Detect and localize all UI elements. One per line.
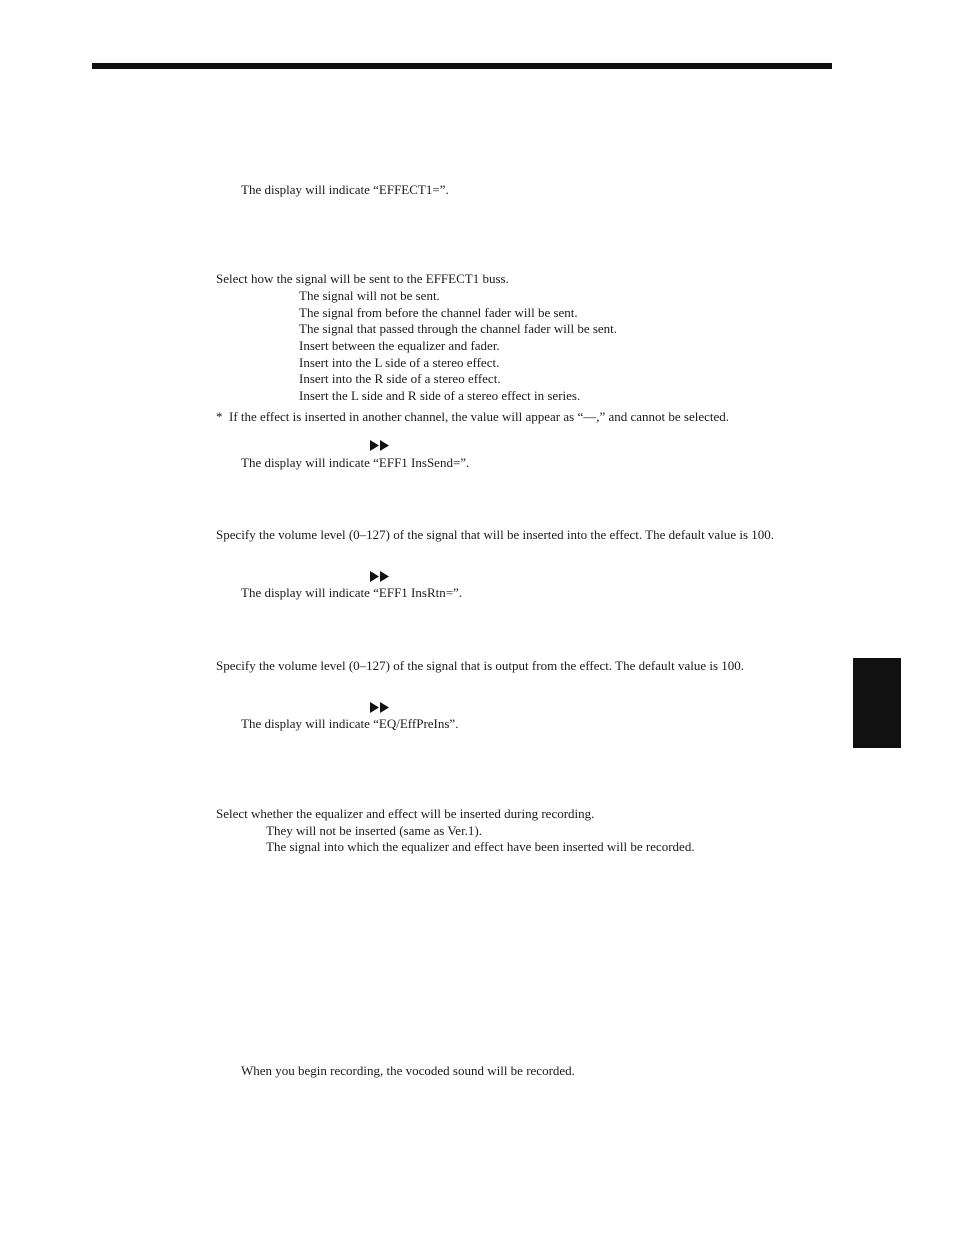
eqpre-intro: Select whether the equalizer and effect will be inserted during recording. <box>216 806 595 821</box>
vocoder-record-note: When you begin recording, the vocoded sound will be recorded. <box>241 1063 575 1078</box>
inssend-description: Specify the volume level (0–127) of the signal that will be inserted into the effect. The default value is 100. <box>216 527 775 542</box>
eqpre-option-off: They will not be inserted (same as Ver.1). <box>266 823 483 838</box>
note-text: If the effect is inserted in another channel, the value will appear as “—,” and cannot be selected. <box>229 409 730 424</box>
send-option-pre: The signal from before the channel fader will be sent. <box>299 305 578 320</box>
note-marker: * <box>216 409 223 424</box>
fast-forward-icon <box>370 440 390 451</box>
fast-forward-icon <box>370 571 390 582</box>
send-option-insert: Insert between the equalizer and fader. <box>299 338 500 353</box>
insrtn-description: Specify the volume level (0–127) of the signal that is output from the effect. The default value is 100. <box>216 658 745 673</box>
inssend-display-text: The display will indicate “EFF1 InsSend=”. <box>241 455 470 470</box>
send-option-insert-r: Insert into the R side of a stereo effect. <box>299 371 501 386</box>
eqpre-display-text: The display will indicate “EQ/EffPreIns”. <box>241 716 459 731</box>
insrtn-display-text: The display will indicate “EFF1 InsRtn=”. <box>241 585 463 600</box>
header-rule <box>92 63 832 69</box>
send-option-post: The signal that passed through the channel fader will be sent. <box>299 321 618 336</box>
effect1-display-text: The display will indicate “EFFECT1=”. <box>241 182 449 197</box>
send-option-insert-series: Insert the L side and R side of a stereo effect in series. <box>299 388 581 403</box>
eqpre-option-on: The signal into which the equalizer and effect have been inserted will be recorded. <box>266 839 695 854</box>
send-option-off: The signal will not be sent. <box>299 288 440 303</box>
send-select-intro: Select how the signal will be sent to the EFFECT1 buss. <box>216 271 509 286</box>
send-option-insert-l: Insert into the L side of a stereo effect. <box>299 355 500 370</box>
section-tab <box>853 658 901 748</box>
fast-forward-icon <box>370 702 390 713</box>
